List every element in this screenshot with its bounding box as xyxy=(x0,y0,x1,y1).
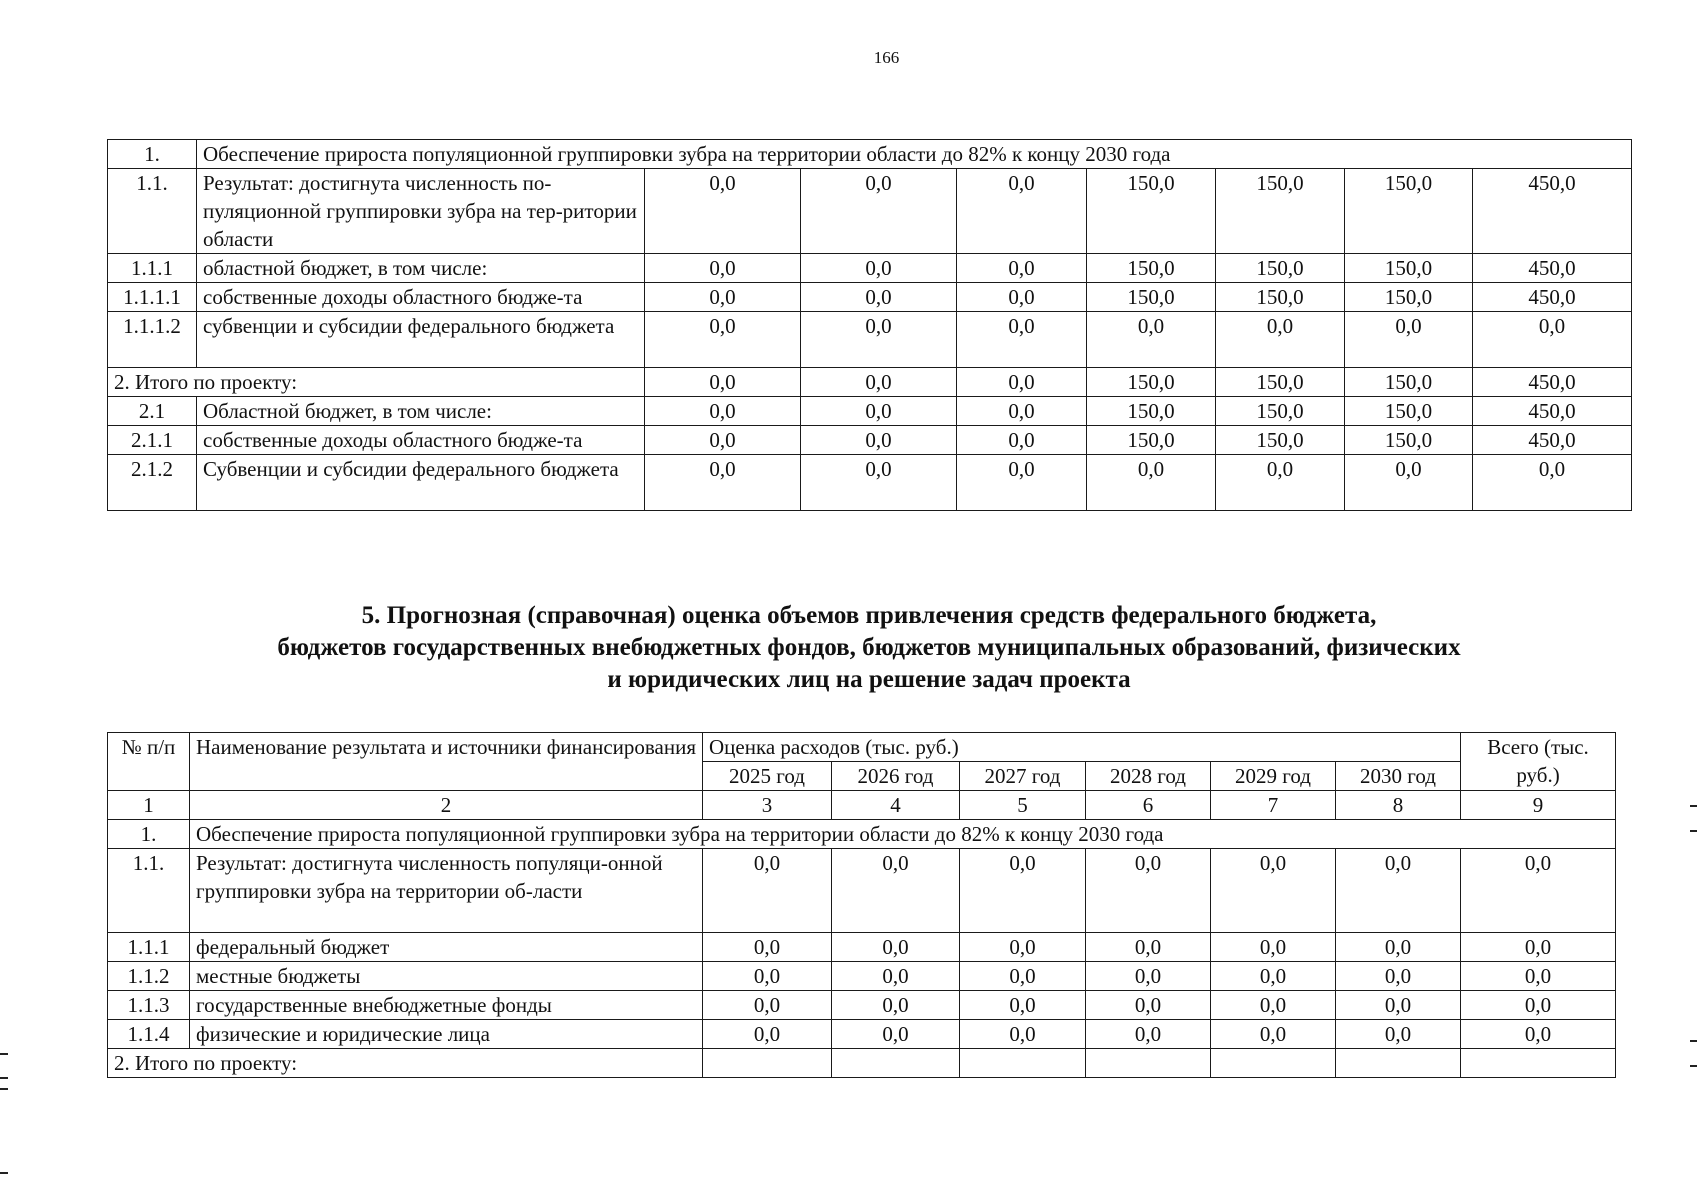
value-cell: 0,0 xyxy=(1086,849,1211,933)
value-cell: 0,0 xyxy=(960,1020,1086,1049)
value-cell: 0,0 xyxy=(703,991,832,1020)
column-number: 2 xyxy=(190,791,703,820)
table-row xyxy=(108,1020,1616,1049)
row-name: Областной бюджет, в том числе: xyxy=(197,397,645,426)
total-label: 2. Итого по проекту: xyxy=(108,1049,703,1078)
value-cell: 0,0 xyxy=(957,455,1087,511)
header-row xyxy=(108,733,1616,762)
value-cell: 0,0 xyxy=(1461,991,1616,1020)
value-cell: 0,0 xyxy=(1216,312,1345,368)
row-name: Субвенции и субсидии федерального бюджета xyxy=(197,455,645,511)
row-name: областной бюджет, в том числе: xyxy=(197,254,645,283)
value-cell: 0,0 xyxy=(832,933,960,962)
table-row xyxy=(108,991,1616,1020)
page-number: 166 xyxy=(873,48,900,67)
section-text: Обеспечение прироста популяционной группировки зубра на территории области до 82% к концу 2030 года xyxy=(190,820,1616,849)
header-name: Наименование результата и источники финансирования xyxy=(190,733,703,791)
table-row xyxy=(108,455,1632,511)
header-total: Всего (тыс. руб.) xyxy=(1461,733,1616,791)
value-cell: 0,0 xyxy=(801,312,957,368)
value-cell: 0,0 xyxy=(832,962,960,991)
value-cell: 0,0 xyxy=(957,426,1087,455)
value-cell: 450,0 xyxy=(1473,368,1632,397)
value-cell: 0,0 xyxy=(960,962,1086,991)
value-cell: 0,0 xyxy=(801,455,957,511)
row-name: физические и юридические лица xyxy=(190,1020,703,1049)
value-cell: 0,0 xyxy=(1216,455,1345,511)
table-row xyxy=(108,849,1616,933)
value-cell: 0,0 xyxy=(1461,1020,1616,1049)
value-cell: 150,0 xyxy=(1216,397,1345,426)
section-5-title xyxy=(107,600,1631,696)
scan-edge-mark xyxy=(0,1077,8,1079)
value-cell: 0,0 xyxy=(960,991,1086,1020)
value-cell: 0,0 xyxy=(1211,849,1336,933)
row-name: собственные доходы областного бюдже-та xyxy=(197,426,645,455)
value-cell: 0,0 xyxy=(957,283,1087,312)
value-cell xyxy=(1336,1049,1461,1078)
table-row xyxy=(108,933,1616,962)
value-cell xyxy=(1461,1049,1616,1078)
value-cell: 0,0 xyxy=(957,397,1087,426)
value-cell: 0,0 xyxy=(645,169,801,254)
value-cell: 0,0 xyxy=(832,991,960,1020)
column-number: 3 xyxy=(703,791,832,820)
scan-edge-mark xyxy=(1690,805,1697,807)
row-name: субвенции и субсидии федерального бюджета xyxy=(197,312,645,368)
value-cell: 450,0 xyxy=(1473,254,1632,283)
value-cell: 0,0 xyxy=(645,283,801,312)
value-cell: 0,0 xyxy=(1345,455,1473,511)
row-number: 1.1.1 xyxy=(108,254,197,283)
value-cell: 0,0 xyxy=(957,169,1087,254)
value-cell: 0,0 xyxy=(1461,849,1616,933)
total-row xyxy=(108,1049,1616,1078)
scan-edge-mark xyxy=(0,1088,8,1090)
value-cell: 0,0 xyxy=(832,1020,960,1049)
value-cell: 0,0 xyxy=(832,849,960,933)
table-row xyxy=(108,426,1632,455)
column-number: 4 xyxy=(832,791,960,820)
value-cell: 150,0 xyxy=(1345,169,1473,254)
value-cell: 150,0 xyxy=(1087,283,1216,312)
value-cell xyxy=(1086,1049,1211,1078)
row-name: местные бюджеты xyxy=(190,962,703,991)
value-cell: 0,0 xyxy=(957,254,1087,283)
value-cell: 0,0 xyxy=(1336,849,1461,933)
section-5-title-line: 5. Прогнозная (справочная) оценка объемов привлечения средств федерального бюджета, xyxy=(361,602,1377,629)
value-cell: 0,0 xyxy=(1086,962,1211,991)
value-cell: 0,0 xyxy=(960,849,1086,933)
value-cell: 0,0 xyxy=(645,312,801,368)
value-cell: 0,0 xyxy=(801,426,957,455)
value-cell: 0,0 xyxy=(645,368,801,397)
row-number: 1.1.1 xyxy=(108,933,190,962)
value-cell: 450,0 xyxy=(1473,397,1632,426)
value-cell: 0,0 xyxy=(1087,312,1216,368)
header-estimate: Оценка расходов (тыс. руб.) xyxy=(703,733,1461,762)
column-number: 6 xyxy=(1086,791,1211,820)
value-cell: 0,0 xyxy=(801,254,957,283)
row-number: 1. xyxy=(108,140,197,169)
value-cell: 0,0 xyxy=(1211,1020,1336,1049)
value-cell: 150,0 xyxy=(1216,283,1345,312)
value-cell: 0,0 xyxy=(1345,312,1473,368)
value-cell: 0,0 xyxy=(801,397,957,426)
column-number: 9 xyxy=(1461,791,1616,820)
row-number: 2.1 xyxy=(108,397,197,426)
value-cell: 0,0 xyxy=(645,254,801,283)
row-number: 1.1.1.2 xyxy=(108,312,197,368)
value-cell: 150,0 xyxy=(1087,397,1216,426)
value-cell: 0,0 xyxy=(645,397,801,426)
table-row xyxy=(108,397,1632,426)
row-name: государственные внебюджетные фонды xyxy=(190,991,703,1020)
column-numbers-row xyxy=(108,791,1616,820)
value-cell: 150,0 xyxy=(1345,254,1473,283)
section-row xyxy=(108,820,1616,849)
column-number: 1 xyxy=(108,791,190,820)
header-year: 2030 год xyxy=(1336,762,1461,791)
value-cell: 0,0 xyxy=(1473,455,1632,511)
value-cell: 150,0 xyxy=(1345,283,1473,312)
value-cell: 150,0 xyxy=(1216,426,1345,455)
value-cell: 150,0 xyxy=(1087,254,1216,283)
value-cell: 0,0 xyxy=(703,933,832,962)
table-row xyxy=(108,283,1632,312)
value-cell: 0,0 xyxy=(645,426,801,455)
value-cell: 0,0 xyxy=(1211,991,1336,1020)
value-cell xyxy=(703,1049,832,1078)
header-year: 2025 год xyxy=(703,762,832,791)
value-cell: 0,0 xyxy=(1336,1020,1461,1049)
scan-edge-mark xyxy=(0,1053,8,1055)
value-cell xyxy=(832,1049,960,1078)
value-cell: 0,0 xyxy=(645,455,801,511)
column-number: 7 xyxy=(1211,791,1336,820)
value-cell: 150,0 xyxy=(1087,368,1216,397)
header-year: 2027 год xyxy=(960,762,1086,791)
table-row xyxy=(108,254,1632,283)
value-cell: 150,0 xyxy=(1216,254,1345,283)
row-number: 1.1.4 xyxy=(108,1020,190,1049)
value-cell: 150,0 xyxy=(1345,426,1473,455)
scan-edge-mark xyxy=(1690,830,1697,832)
row-number: 1.1. xyxy=(108,849,190,933)
value-cell: 0,0 xyxy=(801,368,957,397)
value-cell: 150,0 xyxy=(1087,169,1216,254)
header-year: 2028 год xyxy=(1086,762,1211,791)
value-cell: 150,0 xyxy=(1216,169,1345,254)
value-cell xyxy=(960,1049,1086,1078)
value-cell: 150,0 xyxy=(1345,368,1473,397)
value-cell: 0,0 xyxy=(1086,991,1211,1020)
section-text: Обеспечение прироста популяционной группировки зубра на территории области до 82% к концу 2030 года xyxy=(197,140,1632,169)
value-cell: 0,0 xyxy=(801,283,957,312)
row-name: Результат: достигнута численность популяци-онной группировки зубра на территории об-ласти xyxy=(190,849,703,933)
scan-edge-mark xyxy=(0,1172,8,1174)
row-number: 2.1.1 xyxy=(108,426,197,455)
value-cell: 0,0 xyxy=(1336,991,1461,1020)
row-name: Результат: достигнута численность по-пуляционной группировки зубра на тер-ритории области xyxy=(197,169,645,254)
total-row xyxy=(108,368,1632,397)
value-cell: 0,0 xyxy=(1211,933,1336,962)
table-row xyxy=(108,169,1632,254)
table-row xyxy=(108,962,1616,991)
total-label: 2. Итого по проекту: xyxy=(108,368,645,397)
value-cell: 150,0 xyxy=(1087,426,1216,455)
row-number: 1.1.3 xyxy=(108,991,190,1020)
table-row xyxy=(108,312,1632,368)
value-cell: 0,0 xyxy=(960,933,1086,962)
section-row xyxy=(108,140,1632,169)
row-name: собственные доходы областного бюдже-та xyxy=(197,283,645,312)
funding-table-external xyxy=(107,732,1616,1078)
row-number: 1.1.2 xyxy=(108,962,190,991)
value-cell: 0,0 xyxy=(703,849,832,933)
row-number: 1. xyxy=(108,820,190,849)
row-number: 2.1.2 xyxy=(108,455,197,511)
scan-edge-mark xyxy=(1690,1040,1697,1042)
row-number: 1.1.1.1 xyxy=(108,283,197,312)
value-cell: 0,0 xyxy=(957,312,1087,368)
value-cell: 0,0 xyxy=(1086,1020,1211,1049)
value-cell: 450,0 xyxy=(1473,169,1632,254)
value-cell: 450,0 xyxy=(1473,426,1632,455)
value-cell: 0,0 xyxy=(1473,312,1632,368)
value-cell: 150,0 xyxy=(1345,397,1473,426)
value-cell: 0,0 xyxy=(1086,933,1211,962)
value-cell: 0,0 xyxy=(1461,962,1616,991)
value-cell: 450,0 xyxy=(1473,283,1632,312)
value-cell: 0,0 xyxy=(801,169,957,254)
funding-table-regional xyxy=(107,139,1632,511)
value-cell: 0,0 xyxy=(1087,455,1216,511)
value-cell: 150,0 xyxy=(1216,368,1345,397)
value-cell: 0,0 xyxy=(703,1020,832,1049)
value-cell: 0,0 xyxy=(1336,962,1461,991)
header-year: 2026 год xyxy=(832,762,960,791)
value-cell: 0,0 xyxy=(703,962,832,991)
value-cell: 0,0 xyxy=(1211,962,1336,991)
value-cell xyxy=(1211,1049,1336,1078)
value-cell: 0,0 xyxy=(1336,933,1461,962)
value-cell: 0,0 xyxy=(1461,933,1616,962)
row-name: федеральный бюджет xyxy=(190,933,703,962)
column-number: 8 xyxy=(1336,791,1461,820)
row-number: 1.1. xyxy=(108,169,197,254)
header-num: № п/п xyxy=(108,733,190,791)
value-cell: 0,0 xyxy=(957,368,1087,397)
section-5-title-line: бюджетов государственных внебюджетных фондов, бюджетов муниципальных образований, физических xyxy=(277,634,1461,661)
header-year: 2029 год xyxy=(1211,762,1336,791)
section-5-title-line: и юридических лиц на решение задач проекта xyxy=(607,666,1131,693)
column-number: 5 xyxy=(960,791,1086,820)
scan-edge-mark xyxy=(1690,1065,1697,1067)
